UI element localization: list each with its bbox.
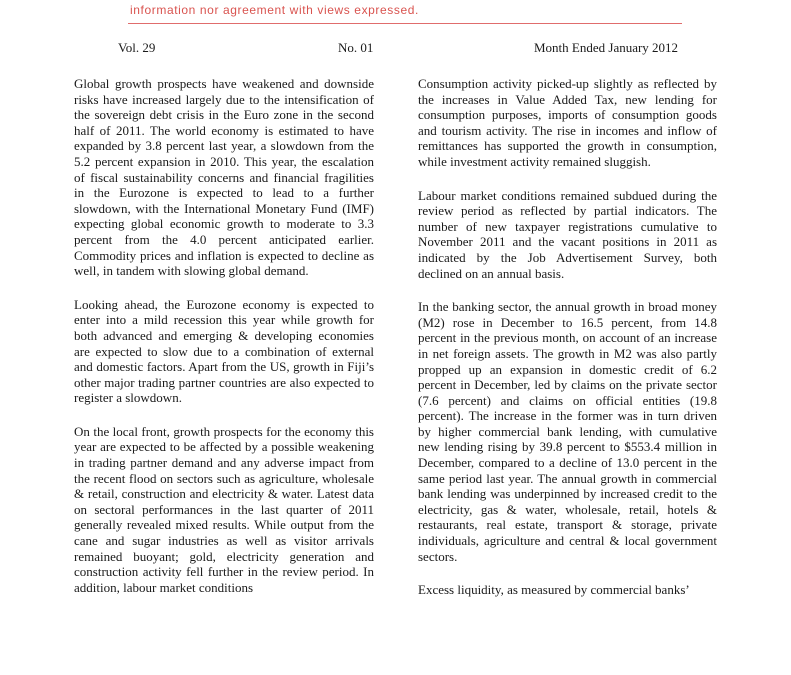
volume-label: Vol. 29 — [118, 40, 156, 55]
disclaimer-text: information nor agreement with views expressed. — [130, 3, 419, 17]
paragraph-outlook: Looking ahead, the Eurozone economy is expected to enter into a mild recession this year while growth for both advanced and emerging & developing economies are expected to slow due to a combination of external and domestic factors. Apart from the US, growth in Fiji’s other major trading partner countries are also expected to register a slowdown. — [74, 296, 374, 406]
paragraph-banking-sector: In the banking sector, the annual growth in broad money (M2) rose in December to 16.5 percent, from 14.8 percent in the previous month, on account of an increase in net foreign assets. The growth in M2 was also partly propped up an expansion in domestic credit of 6.2 percent in December, led by claims on the private sector (7.6 percent) and claims on official entities (19.8 percent). The increase in the former was in turn driven by higher commercial bank lending, with cumulative new lending rising by 39.8 percent to $553.4 million in December, compared to a decline of 13.0 percent in the same period last year. The annual growth in commercial bank lending was underpinned by increased credit to the electricity, gas & water, wholesale, retail, hotels & restaurants, real estate, transport & storage, private individuals, agriculture and central & local government sectors. — [418, 299, 717, 564]
period-label: Month Ended January 2012 — [534, 40, 679, 55]
header-divider — [128, 23, 682, 24]
paragraph-local-front: On the local front, growth prospects for the economy this year are expected to be affected by a possible weakening in trading partner demand and any adverse impact from the recent flood on sectors such as agriculture, wholesale & retail, construction and electricity & water. Latest data on sectoral performances in the last quarter of 2011 generally revealed mixed results. While output from the cane and sugar industries as well as visitor arrivals remained buoyant; gold, electricity generation and construction activity fell further in the review period. In addition, labour market conditions — [74, 423, 374, 595]
paragraph-excess-liquidity: Excess liquidity, as measured by commercial banks’ — [418, 582, 690, 598]
left-column — [74, 76, 374, 613]
paragraph-global-growth: Global growth prospects have weakened and downside risks have increased largely due to the intensification of the sovereign debt crisis in the Euro zone in the second half of 2011. The world economy is estimated to have expanded by 3.8 percent last year, a slowdown from the 5.2 percent expansion in 2010. This year, the escalation of fiscal sustainability concerns and financial fragilities in the Eurozone is expected to lead to a further slowdown, with the International Monetary Fund (IMF) expecting global economic growth to moderate to 3.3 percent from the 4.0 percent anticipated earlier. Commodity prices and inflation is expected to decline as well, in tandem with slowing global demand. — [74, 76, 374, 279]
paragraph-consumption: Consumption activity picked-up slightly as reflected by the increases in Value Added Tax, new lending for consumption purposes, imports of consumption goods and tourism activity. The rise in incomes and inflow of remittances has supported the growth in consumption, while investment activity remained sluggish. — [418, 76, 717, 169]
paragraph-labour-market: Labour market conditions remained subdued during the review period as reflected by partial indicators. The number of new taxpayer registrations cumulative to November 2011 and the vacant positions in 2011 as indicated by the Job Advertisement Survey, both declined on an annual basis. — [418, 187, 717, 281]
issue-number: No. 01 — [338, 40, 374, 55]
right-column — [418, 76, 717, 616]
